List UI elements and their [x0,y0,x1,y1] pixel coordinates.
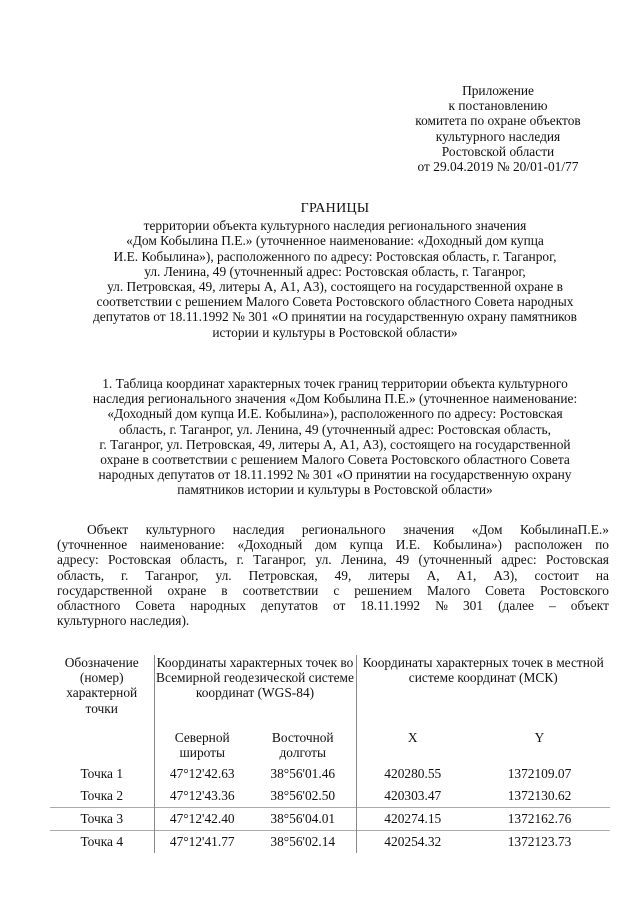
x-value: 420274.15 [356,808,469,831]
appendix-line: Приложение [462,83,534,98]
table-row [50,763,610,785]
coordinates-table [50,655,610,853]
paragraph-word: 301 [462,598,484,614]
point-name: Точка 3 [50,808,154,831]
paragraph-word: Ростовская [545,552,609,568]
paragraph-word: депутатов [260,598,318,614]
north-value: 47°12'41.77 [154,831,250,854]
title-line: депутатов от 18.11.1992 № 301 «О принятии на государственную охрану памятников [92,309,577,325]
north-value: 47°12'43.36 [154,785,250,808]
table-row [50,785,610,808]
section-line: охране в соответствии с решением Малого Совета Ростовского областного Совета [100,452,570,468]
designation-header: Обозначение (номер) характерной точки [64,655,139,716]
paragraph-word: охране [167,582,207,598]
paragraph-word: решением [354,582,412,598]
paragraph-word: значения [403,522,455,537]
document-heading: ГРАНИЦЫ [300,201,370,216]
paragraph-word: на [595,567,609,583]
paragraph-word: г. [121,567,129,583]
paragraph-word: 18.11.1992 [360,598,421,614]
section-line: народных депутатов от 18.11.1992 № 301 «О принятии на государственную охрану [98,467,572,483]
paragraph-word: Таганрог, [253,552,307,568]
paragraph-word: область, [57,567,105,583]
east-value: 38°56'02.14 [250,831,356,854]
paragraph-word: Совета [485,582,525,598]
section-line: 1. Таблица координат характерных точек границ территории объекта культурного [102,376,568,391]
paragraph-word: расположен [514,537,583,553]
document-title-block [50,201,620,340]
title-line: территории объекта культурного наследия регионального значения [143,218,527,234]
title-line: соответствии с решением Малого Совета Ростовского областного Совета народных [96,294,574,310]
paragraph-word: «Дом [471,522,503,537]
point-name: Точка 2 [80,788,124,803]
y-value: 1372109.07 [507,766,572,781]
point-name: Точка 1 [80,766,124,781]
paragraph-word: Ленина, [340,552,387,568]
paragraph-word: соответствии [242,582,319,598]
paragraph-word: состоит [534,567,579,583]
x-value: 420254.32 [356,831,469,854]
paragraph-word: (далее [498,598,534,614]
paragraph-word: Ростовская [107,552,172,568]
appendix-line: комитета по охране объектов [415,113,581,129]
north-header: Северной широты [154,730,250,763]
y-value: 1372162.76 [469,808,610,831]
object-description-paragraph [57,522,609,628]
appendix-line: от 29.04.2019 № 20/01-01/77 [417,159,579,175]
table-row [50,831,610,854]
paragraph-word: в [221,582,228,598]
paragraph-word: область, [180,552,228,568]
section-line: памятников истории и культуры в Ростовской области» [177,482,493,498]
msk-header: Координаты характерных точек в местной системе координат (МСК) [356,655,610,730]
paragraph-word: народных [190,598,246,614]
table-header-row [50,655,610,730]
paragraph-word: Объект [87,522,129,537]
paragraph-word: А1, [456,567,477,583]
section-line: г. Таганрог, ул. Петровская, 49, литеры А, А1, А3), состоящего на государственной [99,436,571,452]
paragraph-word: И.Е. [395,537,421,553]
paragraph-word: наследия [232,522,285,537]
paragraph-word: государственной [57,582,153,598]
paragraph-word: А3), [493,567,518,583]
paragraph-line [57,568,609,583]
east-value: 38°56'02.50 [270,788,336,803]
paragraph-word: от [332,598,346,614]
paragraph-word: – [549,598,556,614]
x-value: 420280.55 [356,763,469,785]
title-line: «Дом Кобылина П.Е.» (уточненное наименование: «Доходный дом купца [126,233,544,249]
paragraph-word: (уточненное [57,537,128,553]
paragraph-word: (уточненный [418,552,493,568]
paragraph-word: Таганрог, [145,567,199,583]
paragraph-word: адресу: [57,552,99,568]
paragraph-word: купца [349,537,383,553]
paragraph-word: ул. [315,552,332,568]
y-header: Y [534,730,545,745]
paragraph-word: «Доходный [237,537,303,553]
paragraph-line [57,522,609,537]
title-line: ул. Ленина, 49 (уточненный адрес: Ростовская область, г. Таганрог, [144,263,526,279]
east-value: 38°56'04.01 [250,808,356,831]
paragraph-line [57,537,609,552]
x-header: X [356,730,469,763]
section-1-caption [50,376,620,498]
paragraph-word: Ростовского [539,582,609,598]
paragraph-word: 49, [334,567,352,583]
paragraph-word: областного [57,598,121,614]
paragraph-word: КобылинаП.Е.» [519,522,609,537]
paragraph-line [57,552,609,567]
paragraph-line [57,613,609,628]
y-value: 1372123.73 [469,831,610,854]
east-header: Восточной долготы [271,730,334,761]
paragraph-word: культурного наследия). [57,613,190,629]
appendix-line: Ростовской области [441,143,555,159]
appendix-line: к постановлению [448,98,548,114]
paragraph-word: Петровская, [248,567,318,583]
title-line: истории и культуры в Ростовской области» [212,324,458,340]
section-line: «Доходный дом купца И.Е. Кобылина»), расположенного по адресу: Ростовская [107,406,563,422]
table-row [50,808,610,831]
paragraph-word: адрес: [501,552,537,568]
paragraph-word: ул. [215,567,232,583]
paragraph-word: 49 [395,552,410,568]
north-value: 47°12'42.40 [154,808,250,831]
section-line: наследия регионального значения «Дом Кобылина П.Е.» (уточненное наименование: [92,391,578,407]
east-value: 38°56'01.46 [270,766,336,781]
title-line: ул. Петровская, 49, литеры А, А1, А3), состоящего на государственной охране в [107,279,563,295]
paragraph-word: г. [236,552,244,568]
paragraph-word: регионального [301,522,386,537]
paragraph-word: Малого [426,582,471,598]
paragraph-line [57,583,609,598]
paragraph-word: № [435,598,448,614]
title-line: И.Е. Кобылина»), расположенного по адресу: Ростовская область, г. Таганрог, [113,248,557,264]
paragraph-word: А, [426,567,440,583]
paragraph-word: объект [570,598,609,614]
appendix-block [392,83,604,174]
paragraph-word: с [333,582,340,598]
section-line: область, г. Таганрог, ул. Ленина, 49 (уточненный адрес: Ростовская область, [119,421,551,437]
paragraph-word: наименование: [139,537,225,553]
paragraph-word: дом [315,537,337,553]
north-value: 47°12'42.63 [154,763,250,785]
paragraph-word: культурного [145,522,216,537]
appendix-line: культурного наследия [435,128,561,144]
paragraph-word: по [595,537,609,553]
paragraph-word: Совета [135,598,176,614]
x-value: 420303.47 [356,785,469,808]
paragraph-word: литеры [368,567,410,583]
paragraph-line [57,598,609,613]
wgs-header: Координаты характерных точек во Всемирной геодезической системе координат (WGS-84) [154,655,356,730]
paragraph-word: Кобылина») [433,537,502,553]
y-value: 1372130.62 [507,788,572,803]
point-name: Точка 4 [50,831,154,854]
